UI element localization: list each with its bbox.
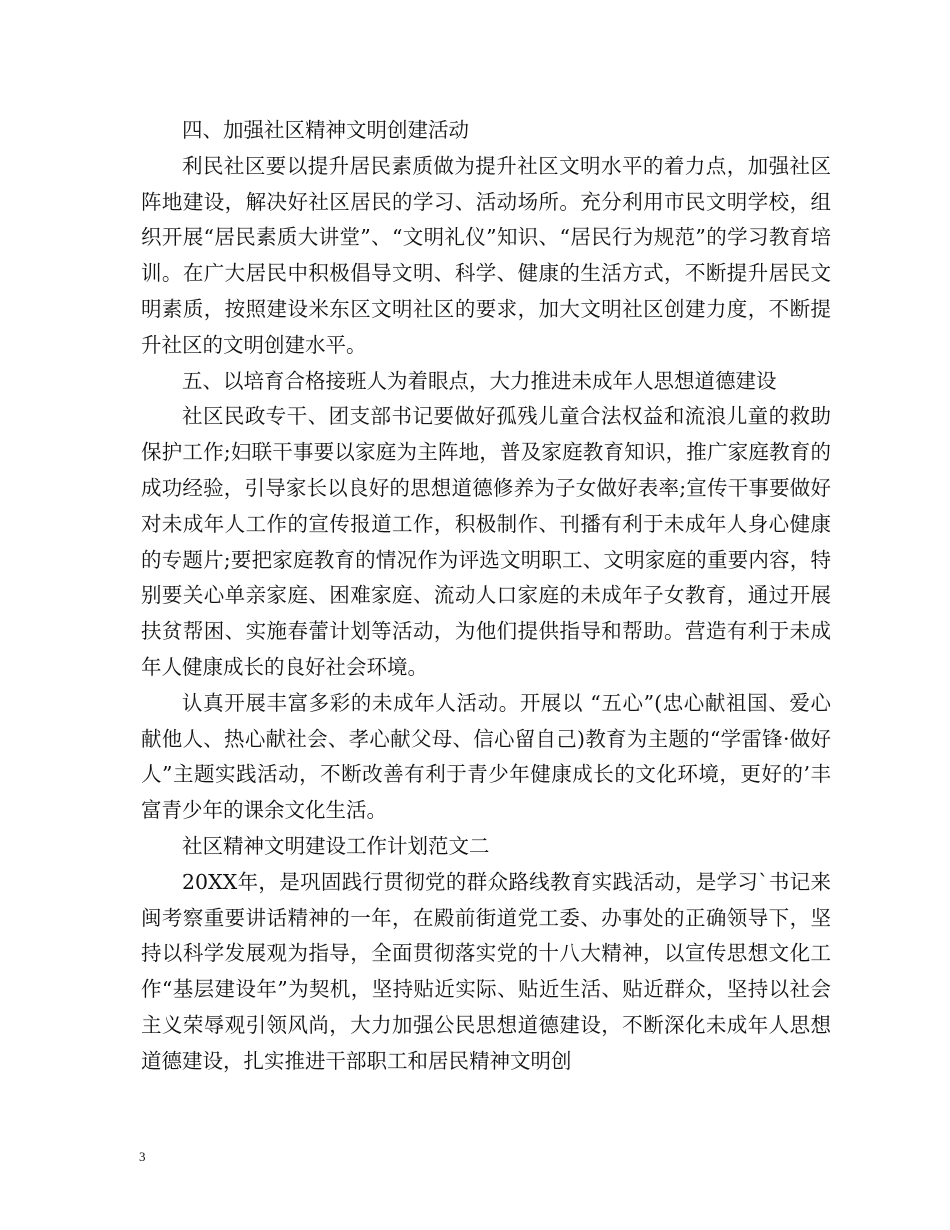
paragraph: 认真开展丰富多彩的未成年人活动。开展以 “五心”(忠心献祖国、爱心献他人、热心献社会、孝心献父母、信心留自己)教育为主题的“学雷锋·做好人”主题实践活动，不断改善有利于青少年健康成长的文化环境，更好的’丰富青少年的课余文化生活。: [141, 690, 831, 823]
sample-title: 社区精神文明建设工作计划范文二: [182, 833, 490, 858]
document-body: [141, 113, 831, 1080]
section-heading-4: 四、加强社区精神文明创建活动: [182, 118, 469, 142]
paragraph: 20XX年，是巩固践行贯彻党的群众路线教育实践活动，是学习`书记来闽考察重要讲话精神的一年，在殿前街道党工委、办事处的正确领导下，坚持以科学发展观为指导，全面贯彻落实党的十八大精神，以宣传思想文化工作“基层建设年”为契机，坚持贴近实际、贴近生活、贴近群众，坚持以社会主义荣辱观引领风尚，大力加强公民思想道德建设，不断深化未成年人思想道德建设，扎实推进干部职工和居民精神文明创: [141, 869, 831, 1073]
paragraph: 利民社区要以提升居民素质做为提升社区文明水平的着力点，加强社区阵地建设，解决好社区居民的学习、活动场所。充分利用市民文明学校，组织开展“居民素质大讲堂”、“文明礼仪”知识、“居民行为规范”的学习教育培训。在广大居民中积极倡导文明、科学、健康的生活方式，不断提升居民文明素质，按照建设米东区文明社区的要求，加大文明社区创建力度，不断提升社区的文明创建水平。: [141, 153, 831, 357]
section-heading-5: 五、以培育合格接班人为着眼点，大力推进未成年人思想道德建设: [182, 368, 777, 393]
paragraph: 社区民政专干、团支部书记要做好孤残儿童合法权益和流浪儿童的救助保护工作;妇联干事要以家庭为主阵地，普及家庭教育知识，推广家庭教育的成功经验，引导家长以良好的思想道德修养为子女做好表率;宣传干事要做好对未成年人工作的宣传报道工作，积极制作、刊播有利于未成年人身心健康的专题片;要把家庭教育的情况作为评选文明职工、文明家庭的重要内容，特别要关心单亲家庭、困难家庭、流动人口家庭的未成年子女教育，通过开展扶贫帮困、实施春蕾计划等活动，为他们提供指导和帮助。营造有利于未成年人健康成长的良好社会环境。: [141, 404, 831, 679]
page-number: 3: [139, 1149, 146, 1164]
